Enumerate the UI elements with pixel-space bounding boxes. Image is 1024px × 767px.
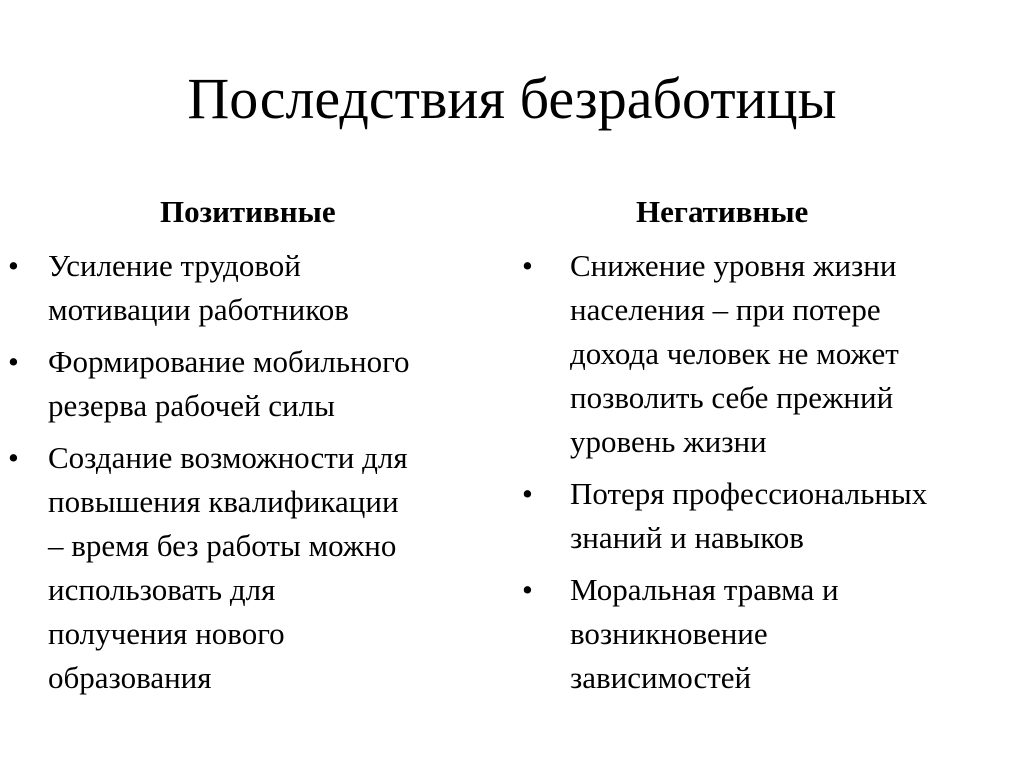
list-item-line: использовать для bbox=[48, 572, 276, 607]
list-item-line: уровень жизни bbox=[570, 424, 767, 459]
bullet-icon: • bbox=[522, 248, 533, 283]
bullet-icon: • bbox=[8, 248, 19, 283]
list-item bbox=[522, 472, 1018, 560]
negative-heading: Негативные bbox=[636, 194, 809, 229]
list-item-line: Моральная травма и bbox=[570, 572, 839, 607]
list-item-line: Потеря профессиональных bbox=[570, 476, 928, 511]
negative-list bbox=[522, 244, 1018, 700]
list-item-line: знаний и навыков bbox=[570, 520, 804, 555]
list-item-line: Формирование мобильного bbox=[48, 344, 410, 379]
bullet-icon: • bbox=[522, 476, 533, 511]
list-item-line: возникновение bbox=[570, 616, 768, 651]
negative-column bbox=[522, 192, 1018, 708]
slide-title: Последствия безработицы bbox=[187, 66, 837, 131]
bullet-icon: • bbox=[8, 440, 19, 475]
list-item bbox=[522, 568, 1018, 700]
list-item-line: получения нового bbox=[48, 616, 285, 651]
bullet-icon: • bbox=[8, 344, 19, 379]
positive-column bbox=[8, 192, 498, 708]
list-item-line: Усиление трудовой bbox=[48, 248, 301, 283]
list-item-line: – время без работы можно bbox=[48, 528, 397, 563]
list-item-line: позволить себе прежний bbox=[570, 380, 894, 415]
list-item-line: Снижение уровня жизни bbox=[570, 248, 897, 283]
list-item-line: повышения квалификации bbox=[48, 484, 399, 519]
list-item-line: образования bbox=[48, 660, 212, 695]
list-item-line: мотивации работников bbox=[48, 292, 349, 327]
positive-list bbox=[8, 244, 498, 700]
positive-heading: Позитивные bbox=[160, 194, 336, 229]
list-item-line: Создание возможности для bbox=[48, 440, 408, 475]
list-item bbox=[8, 436, 498, 700]
list-item-line: резерва рабочей силы bbox=[48, 388, 335, 423]
list-item bbox=[8, 244, 498, 332]
list-item bbox=[522, 244, 1018, 464]
list-item-line: населения – при потере bbox=[570, 292, 881, 327]
bullet-icon: • bbox=[522, 572, 533, 607]
list-item-line: зависимостей bbox=[570, 660, 752, 695]
list-item bbox=[8, 340, 498, 428]
list-item-line: дохода человек не может bbox=[570, 336, 899, 371]
